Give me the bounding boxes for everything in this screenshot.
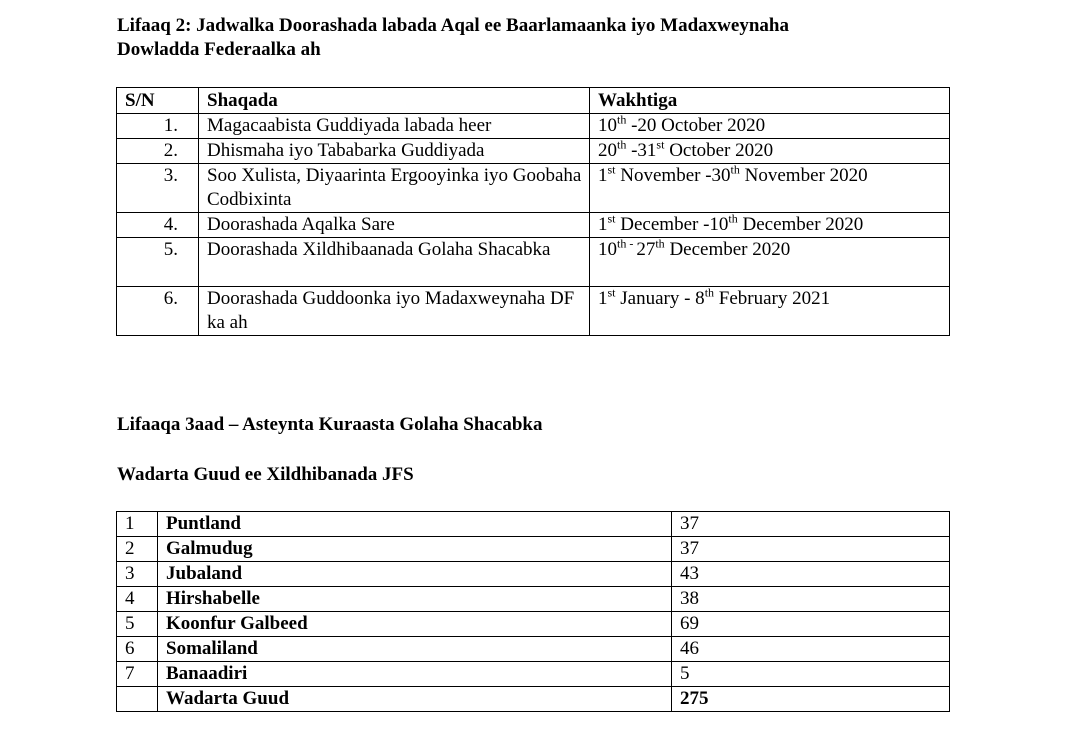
time-text: 10 — [598, 239, 617, 260]
seat-name: Banaadiri — [158, 662, 672, 687]
schedule-time — [590, 213, 950, 238]
schedule-row — [117, 213, 950, 238]
seat-idx: 7 — [117, 662, 158, 687]
schedule-sn: 2. — [117, 139, 199, 164]
seat-name: Koonfur Galbeed — [158, 612, 672, 637]
schedule-sn: 5. — [117, 238, 199, 287]
time-text: 1 — [598, 288, 608, 309]
schedule-row — [117, 114, 950, 139]
header-sn: S/N — [117, 88, 199, 114]
ordinal-suffix: st — [607, 163, 616, 177]
ordinal-suffix: th — [655, 237, 665, 251]
ordinal-suffix: th - — [617, 237, 637, 251]
ordinal-suffix: th — [617, 138, 627, 152]
header-task: Shaqada — [199, 88, 590, 114]
seat-name: Hirshabelle — [158, 587, 672, 612]
seat-name: Somaliland — [158, 637, 672, 662]
seat-row — [117, 587, 950, 612]
seat-seats: 46 — [672, 637, 950, 662]
schedule-sn: 1. — [117, 114, 199, 139]
seat-name: Wadarta Guud — [158, 687, 672, 712]
schedule-row — [117, 287, 950, 336]
schedule-task: Doorashada Aqalka Sare — [199, 213, 590, 238]
time-text: December 2020 — [737, 214, 864, 235]
schedule-row — [117, 164, 950, 213]
seat-seats: 38 — [672, 587, 950, 612]
time-text: February 2021 — [714, 288, 831, 309]
seat-row — [117, 637, 950, 662]
schedule-task: Dhismaha iyo Tababarka Guddiyada — [199, 139, 590, 164]
time-text: November 2020 — [739, 165, 868, 186]
schedule-time — [590, 164, 950, 213]
ordinal-suffix: st — [656, 138, 665, 152]
schedule-sn: 6. — [117, 287, 199, 336]
seat-allocation-table — [116, 511, 950, 712]
time-text: December -10 — [615, 214, 729, 235]
seat-row — [117, 612, 950, 637]
time-text: 1 — [598, 165, 608, 186]
seat-row — [117, 537, 950, 562]
schedule-task: Doorashada Xildhibaanada Golaha Shacabka — [199, 238, 590, 287]
time-text: 27 — [636, 239, 656, 260]
schedule-row — [117, 238, 950, 287]
schedule-time — [590, 139, 950, 164]
seat-idx: 6 — [117, 637, 158, 662]
annex2-title — [117, 14, 789, 62]
total-row — [117, 687, 950, 712]
seat-idx: 2 — [117, 537, 158, 562]
annex2-title-line2: Dowladda Federaalka ah — [117, 39, 321, 60]
election-schedule-table — [116, 87, 950, 336]
time-text: -31 — [626, 140, 657, 161]
ordinal-suffix: st — [607, 286, 616, 300]
time-text: October 2020 — [664, 140, 774, 161]
time-text: December 2020 — [664, 239, 791, 260]
time-text: November -30 — [615, 165, 731, 186]
seat-idx: 1 — [117, 512, 158, 537]
schedule-task: Doorashada Guddoonka iyo Madaxweynaha DF ka ah — [199, 287, 590, 336]
ordinal-suffix: th — [704, 286, 715, 300]
schedule-row — [117, 139, 950, 164]
schedule-time — [590, 238, 950, 287]
schedule-header-row — [117, 88, 950, 114]
seat-seats: 43 — [672, 562, 950, 587]
ordinal-suffix: th — [617, 113, 627, 127]
time-text: 1 — [598, 214, 608, 235]
ordinal-suffix: st — [607, 212, 616, 226]
seat-row — [117, 512, 950, 537]
seat-name: Puntland — [158, 512, 672, 537]
seat-row — [117, 662, 950, 687]
annex3-title: Lifaaqa 3aad – Asteynta Kuraasta Golaha Shacabka — [117, 414, 543, 435]
seat-seats: 69 — [672, 612, 950, 637]
ordinal-suffix: th — [728, 212, 738, 226]
schedule-task: Soo Xulista, Diyaarinta Ergooyinka iyo Goobaha Codbixinta — [199, 164, 590, 213]
seat-seats: 37 — [672, 537, 950, 562]
seat-seats: 275 — [672, 687, 950, 712]
schedule-time — [590, 114, 950, 139]
header-time: Wakhtiga — [590, 88, 950, 114]
seat-seats: 5 — [672, 662, 950, 687]
seat-row — [117, 562, 950, 587]
ordinal-suffix: th — [730, 163, 740, 177]
seat-seats: 37 — [672, 512, 950, 537]
seat-name: Jubaland — [158, 562, 672, 587]
seat-idx: 3 — [117, 562, 158, 587]
seat-idx: 4 — [117, 587, 158, 612]
schedule-sn: 3. — [117, 164, 199, 213]
seat-idx: 5 — [117, 612, 158, 637]
annex2-title-line1: Lifaaq 2: Jadwalka Doorashada labada Aqal ee Baarlamaanka iyo Madaxweynaha — [117, 15, 789, 36]
time-text: -20 October 2020 — [626, 115, 766, 136]
seat-name: Galmudug — [158, 537, 672, 562]
schedule-time — [590, 287, 950, 336]
schedule-sn: 4. — [117, 213, 199, 238]
annex3-subtitle: Wadarta Guud ee Xildhibanada JFS — [117, 464, 414, 485]
time-text: 10 — [598, 115, 617, 136]
seat-idx — [117, 687, 158, 712]
schedule-task: Magacaabista Guddiyada labada heer — [199, 114, 590, 139]
time-text: January - 8 — [615, 288, 705, 309]
time-text: 20 — [598, 140, 617, 161]
